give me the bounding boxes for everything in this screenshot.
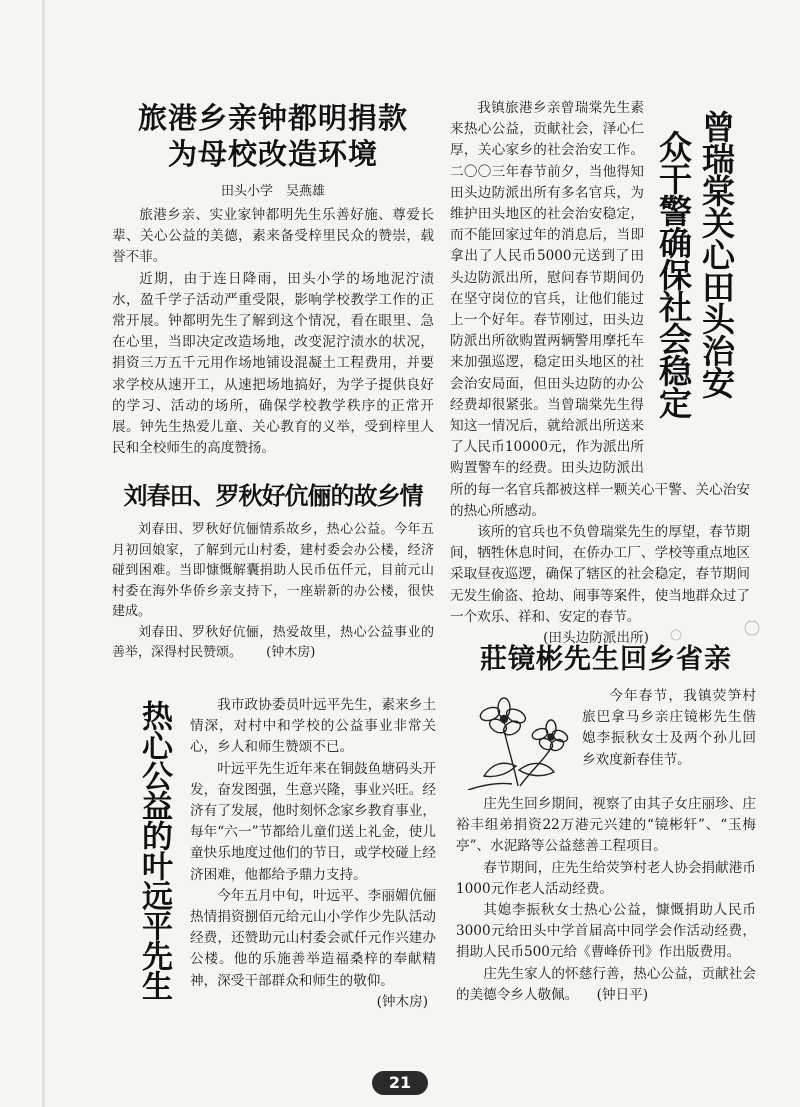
article-donation-school [112,100,434,459]
article-paragraph: 其媳李振秋女士热心公益，慷慨捐助人民币3000元给田头中学首届高中同学会作活动经费，捐助人民币500元给《曹峰侨刊》作出版费用。 [456,902,756,961]
article-title: 莊镜彬先生回乡省亲 [480,644,732,675]
article-title: 刘春田、罗秋好伉俪的故乡情 [123,482,423,510]
article-paragraph: 该所的官兵也不负曾瑞棠先生的厚望，春节期间，牺牲休息时间，在侨办工厂、学校等重点地区采取昼夜巡逻，确保了辖区的社会稳定，春节期间无发生偷盗、抢劫、闹事等案件，使当地群众过了一个欢乐、祥和、安定的春节。 [450,524,750,625]
flower-illustration [456,686,578,794]
vertical-title: 热心公益的叶远平先生 [136,700,172,1000]
article-author: (钟日平) [596,986,649,1003]
article-paragraph: 今年春节，我镇荧笋村旅巴拿马乡亲庄镜彬先生偕媳李振秋女士及两个孙儿回乡欢度新春佳节。 [582,688,756,768]
page-number: 21 [372,1071,428,1095]
article-paragraph: 刘春田、罗秋好伉俪情系故乡，热心公益。今年五月初回娘家，了解到元山村委，建村委会办公楼，经济碰到困难。当即慷慨解囊捐助人民币伍仟元，目前元山村委在海外华侨乡亲支持下，一座崭新的办公楼，很快建成。 [112,522,434,619]
paragraph-text: 庄先生家人的怀慈行善，热心公益，贡献社会的美德令乡人敬佩。 [456,965,756,1003]
article-paragraph: 近期，由于连日降雨，田头小学的场地泥泞渍水，盈千学子活动严重受限，影响学校教学工作的正常开展。钟都明先生了解到这个情况，看在眼里、急在心里，当即决定改造场地，改变泥泞渍水的状况，捐资三万五千元用作场地铺设混凝土工程费用，并要求学校从速开工，从速把场地搞好，为学子提供良好的学习、活动的场所，确保学校教学秩序的正常开展。钟先生热爱儿童、关心教育的义举，受到梓里人民和全校师生的高度赞扬。 [112,270,434,457]
article-couple-hometown [112,478,434,664]
article-title: 为母校改造环境 [167,137,378,171]
article-title: 旅港乡亲钟都明捐款 [137,101,408,135]
article-paragraph [456,964,756,1006]
article-author: (钟木房) [266,645,316,660]
article-author: (田头边防派出所) [543,630,649,647]
article-paragraph: 旅港乡亲、实业家钟都明先生乐善好施、尊爱长辈、关心公益的美德，素来备受梓里民众的赞崇，载誉不菲。 [112,207,434,266]
article-ye-yuanping [190,695,436,1013]
vertical-title: 曾瑞棠关心田头治安 [697,110,736,398]
article-zhuang-visit [456,640,756,1006]
article-paragraph: 今年五月中旬，叶远平、李丽媚伉俪热情捐资捌佰元给元山小学作少先队活动经费，还赞助元山村委会贰仟元作兴建办公楼。他的乐施善举造福桑梓的奉献精神，深受干部群众和师生的敬仰。 [190,887,436,989]
article-paragraph: 庄先生回乡期间，视察了由其子女庄丽珍、庄裕丰组弟捐资22万港元兴建的“镜彬轩”、“玉梅亭”、水泥路等公益慈善工程项目。 [456,796,756,855]
vertical-title: 众干警确保社会稳定 [654,130,693,418]
paragraph-text: 刘春田、罗秋好伉俪，热爱故里，热心公益事业的善举，深得村民赞颂。 [112,624,434,660]
article-paragraph: 我镇旅港乡亲曾瑞棠先生素来热心公益，贡献社会，泽心仁厚，关心家乡的社会治安工作。二〇〇三年春节前夕，当他得知田头边防派出所有多名官兵，为维护田头地区的社会治安稳定，而不能回家过年的消息后，当即拿出了人民币5000元送到了田头边防派出所，慰问春节期间仍在坚守岗位的官兵，让他们能过上一个好年。春节刚过，田头边防派出所欲购置两辆警用摩托车来加强巡逻，稳定田头地区的社会治安局面，但田头边防的办公经费却很紧张。当曾瑞棠先生得知这一情况后，就给派出所送来了人民币10000元，作为派出所购置警车的经费。田头边防派出所的每一名官兵都被这样一颗关心干警、关心治安的热心所感动。 [450,100,750,519]
article-paragraph [112,623,434,664]
article-paragraph: 叶远平先生近年来在铜鼓鱼塘码头开发，奋发图强，生意兴隆，事业兴旺。经济有了发展，他时刻怀念家乡教育事业，每年“六一”节都给儿童们送上礼金，使儿童快乐地度过他们的节日，或学校碰上经济困难，他都给予鼎力支持。 [190,760,436,883]
article-paragraph: 春节期间，庄先生给荧笋村老人协会捐献港币1000元作老人活动经费。 [456,859,756,897]
article-byline: 田头小学 吴燕雄 [220,184,325,199]
wrap-float [644,98,750,468]
article-author: (钟木房) [376,993,428,1010]
article-police-security [450,98,750,649]
article-paragraph: 我市政协委员叶远平先生，素来乡土情深，对村中和学校的公益事业非常关心，乡人和师生赞颂不已。 [190,697,436,756]
flower-icon [456,686,574,790]
